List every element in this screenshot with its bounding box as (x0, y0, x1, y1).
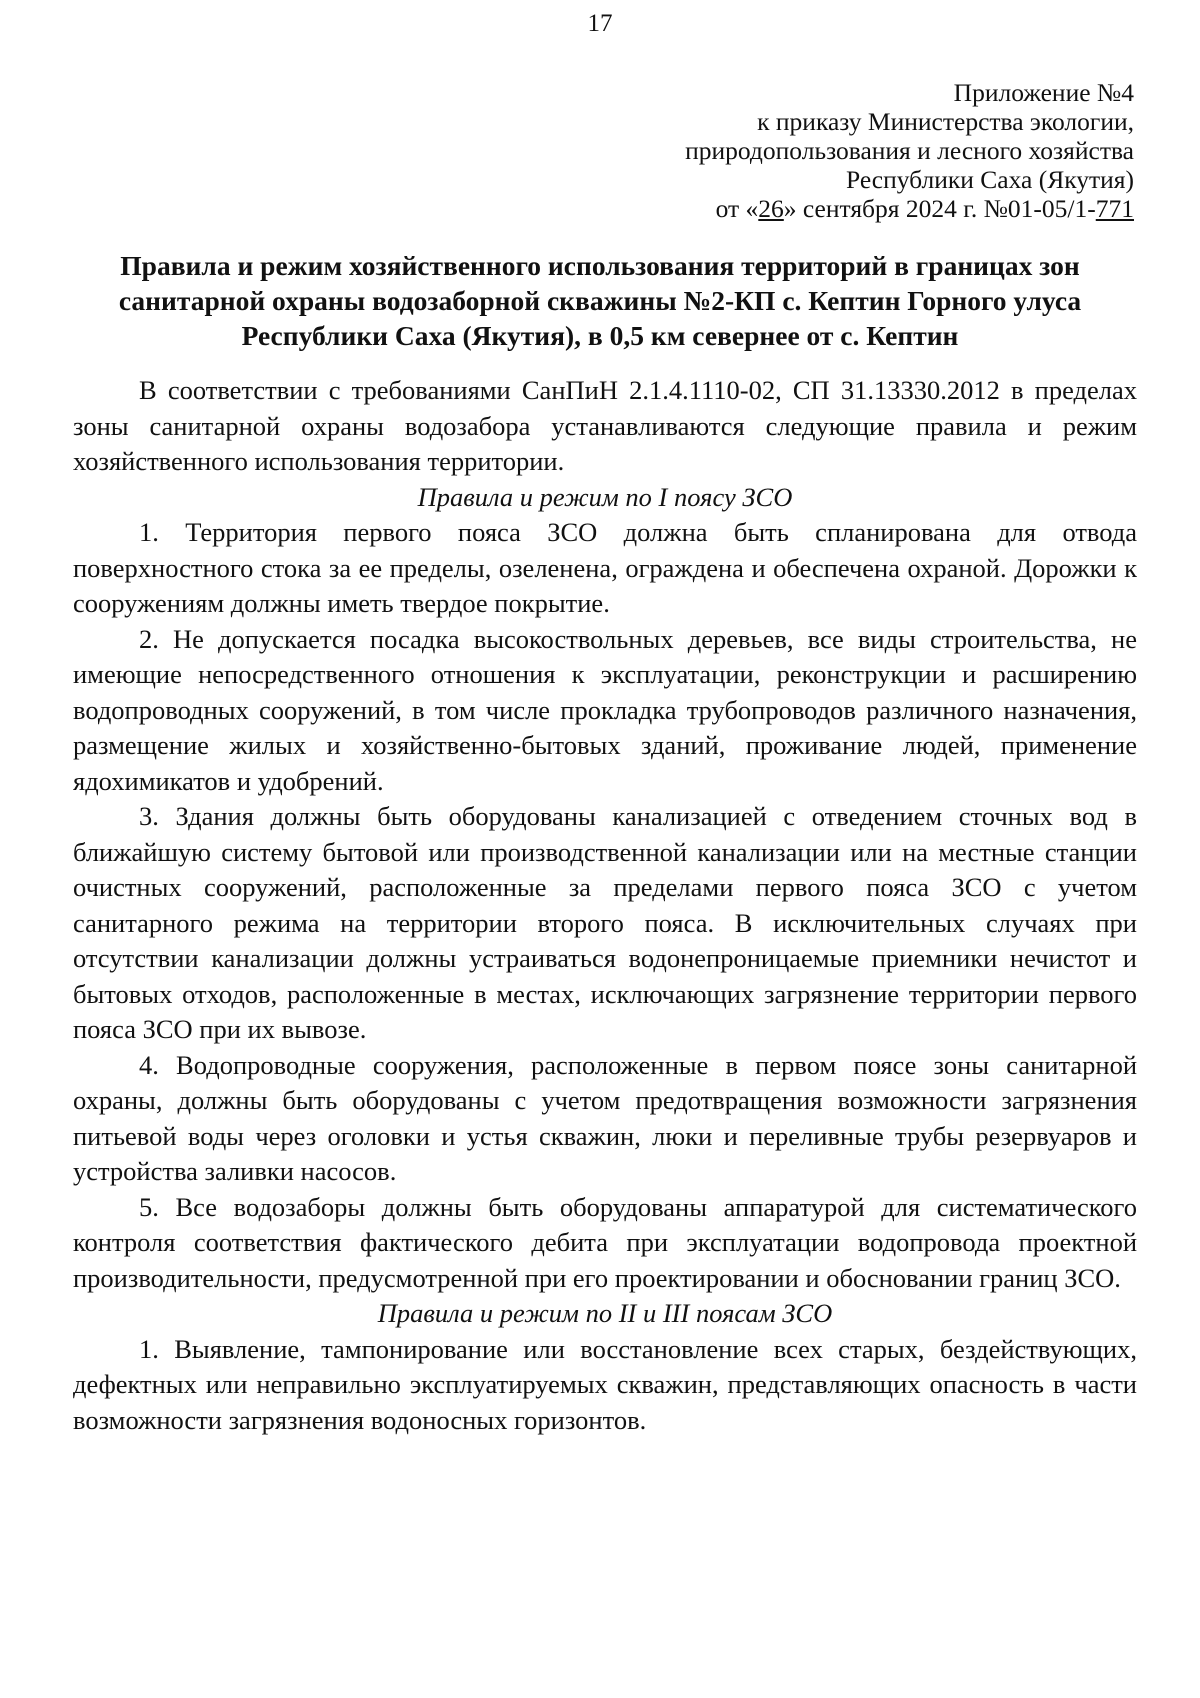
appendix-line-1: Приложение №4 (953, 78, 1134, 107)
appendix-date-prefix: от « (715, 194, 759, 223)
section-1-item-5: 5. Все водозаборы должны быть оборудованы аппаратурой для систематического контроля соответствия фактического дебита при эксплуатации водопровода проектной производительности, предусмотренной при его проектировании и обосновании границ ЗСО. (73, 1191, 1137, 1293)
appendix-line-5 (534, 194, 1134, 223)
page-number: 17 (587, 10, 613, 37)
title-line-2: санитарной охраны водозаборной скважины №2-КП с. Кептин Горного улуса (118, 285, 1082, 316)
section-1-item-3: 3. Здания должны быть оборудованы канализацией с отведением сточных вод в ближайшую систему бытовой или производственной канализации или на местные станции очистных сооружений, расположенные за пределами первого пояса ЗСО с учетом санитарного режима на территории второго пояса. В исключительных случаях при отсутствии канализации должны устраиваться водонепроницаемые приемники нечистот и бытовых отходов, расположенные в местах, исключающих загрязнение территории первого пояса ЗСО при их вывозе. (73, 801, 1137, 1044)
title-line-3: Республики Саха (Якутия), в 0,5 км севернее от с. Кептин (241, 320, 959, 351)
document-title (60, 248, 1140, 353)
intro-paragraph: В соответствии с требованиями СанПиН 2.1.4.1110-02, СП 31.13330.2012 в пределах зоны санитарной охраны водозабора устанавливаются следующие правила и режим хозяйственного использования территории. (73, 375, 1137, 476)
appendix-order-number: 771 (1095, 194, 1134, 223)
appendix-block (534, 78, 1134, 223)
appendix-line-2: к приказу Министерства экологии, (757, 107, 1134, 136)
section-1-item-1: 1. Территория первого пояса ЗСО должна быть спланирована для отвода поверхностного стока за ее пределы, озеленена, ограждена и обеспечена охраной. Дорожки к сооружениям должны иметь твердое покрытие. (73, 517, 1137, 618)
section-1-item-2: 2. Не допускается посадка высокоствольных деревьев, все виды строительства, не имеющие непосредственного отношения к эксплуатации, реконструкции и расширению водопроводных сооружений, в том числе прокладка трубопроводов различного назначения, размещение жилых и хозяйственно-бытовых зданий, проживание людей, применение ядохимикатов и удобрений. (73, 623, 1137, 796)
section-1-heading: Правила и режим по I поясу ЗСО (417, 481, 793, 512)
appendix-line-4: Республики Саха (Якутия) (845, 165, 1134, 194)
section-2-item-1: 1. Выявление, тампонирование или восстановление всех старых, бездействующих, дефектных или неправильно эксплуатируемых скважин, представляющих опасность в части возможности загрязнения водоносных горизонтов. (73, 1333, 1137, 1435)
title-line-1: Правила и режим хозяйственного использования территорий в границах зон (120, 250, 1080, 281)
appendix-date-middle: » сентября 2024 г. №01-05/1- (783, 194, 1096, 223)
section-2-heading: Правила и режим по II и III поясам ЗСО (377, 1298, 833, 1328)
section-1-item-4: 4. Водопроводные сооружения, расположенные в первом поясе зоны санитарной охраны, должны быть оборудованы с учетом предотвращения возможности загрязнения питьевой воды через оголовки и устья скважин, люки и переливные трубы резервуаров и устройства заливки насосов. (73, 1049, 1137, 1186)
appendix-date-day: 26 (758, 194, 784, 223)
appendix-line-3: природопользования и лесного хозяйства (685, 136, 1134, 165)
document-body (73, 373, 1137, 1438)
